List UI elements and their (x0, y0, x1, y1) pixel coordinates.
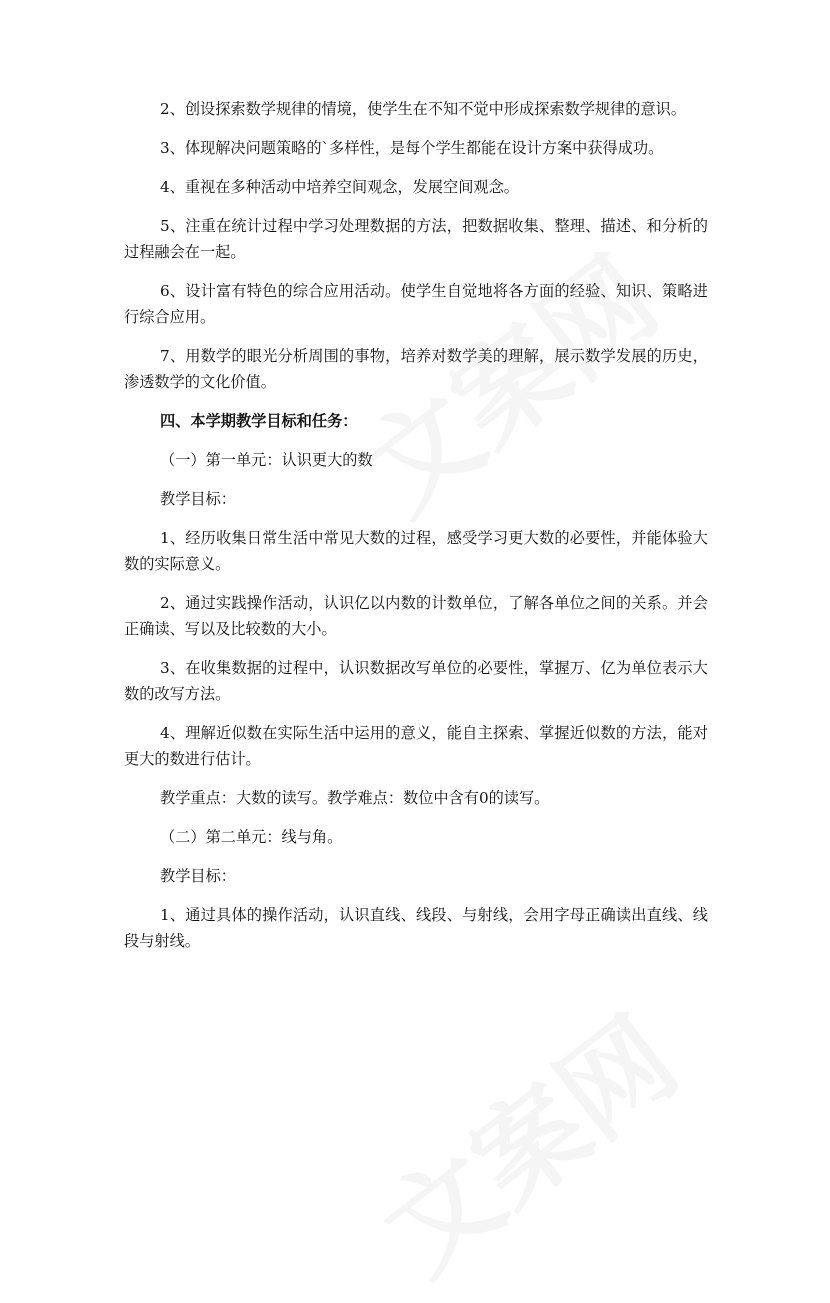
objective-item: 1、经历收集日常生活中常见大数的过程，感受学习更大数的必要性，并能体验大数的实际意义。 (124, 529, 708, 573)
key-points: 教学重点：大数的读写。教学难点：数位中含有0的读写。 (160, 789, 550, 807)
paragraph-item-6: 6、设计富有特色的综合应用活动。使学生自觉地将各方面的经验、知识、策略进行综合应用。 (124, 282, 708, 326)
unit-title: （一）第一单元：认识更大的数 (160, 451, 373, 469)
objective-item: 4、理解近似数在实际生活中运用的意义，能自主探索、掌握近似数的方法，能对更大的数进行估计。 (124, 724, 708, 768)
paragraph-item-2: 2、创设探索数学规律的情境，使学生在不知不觉中形成探索数学规律的意识。 (160, 100, 687, 118)
unit-title: （二）第二单元：线与角。 (160, 828, 343, 846)
objective-item: 2、通过实践操作活动，认识亿以内数的计数单位，了解各单位之间的关系。并会正确读、写以及比较数的大小。 (124, 594, 708, 638)
paragraph-item-4: 4、重视在多种活动中培养空间观念，发展空间观念。 (160, 178, 519, 196)
paragraph-item-5: 5、注重在统计过程中学习处理数据的方法，把数据收集、整理、描述、和分析的过程融会在一起。 (124, 217, 708, 261)
objectives-label: 教学目标： (160, 490, 236, 508)
paragraph-item-7: 7、用数学的眼光分析周围的事物，培养对数学美的理解，展示数学发展的历史，渗透数学的文化价值。 (124, 347, 708, 391)
section-heading: 四、本学期教学目标和任务： (160, 412, 358, 430)
objective-item: 3、在收集数据的过程中，认识数据改写单位的必要性，掌握万、亿为单位表示大数的改写方法。 (124, 659, 708, 703)
objective-item: 1、通过具体的操作活动，认识直线、线段、与射线，会用字母正确读出直线、线段与射线。 (124, 906, 708, 950)
document-body (124, 96, 708, 967)
paragraph-item-3: 3、体现解决问题策略的`多样性，是每个学生都能在设计方案中获得成功。 (160, 139, 664, 157)
watermark (346, 975, 703, 1303)
objectives-label: 教学目标： (160, 867, 236, 885)
